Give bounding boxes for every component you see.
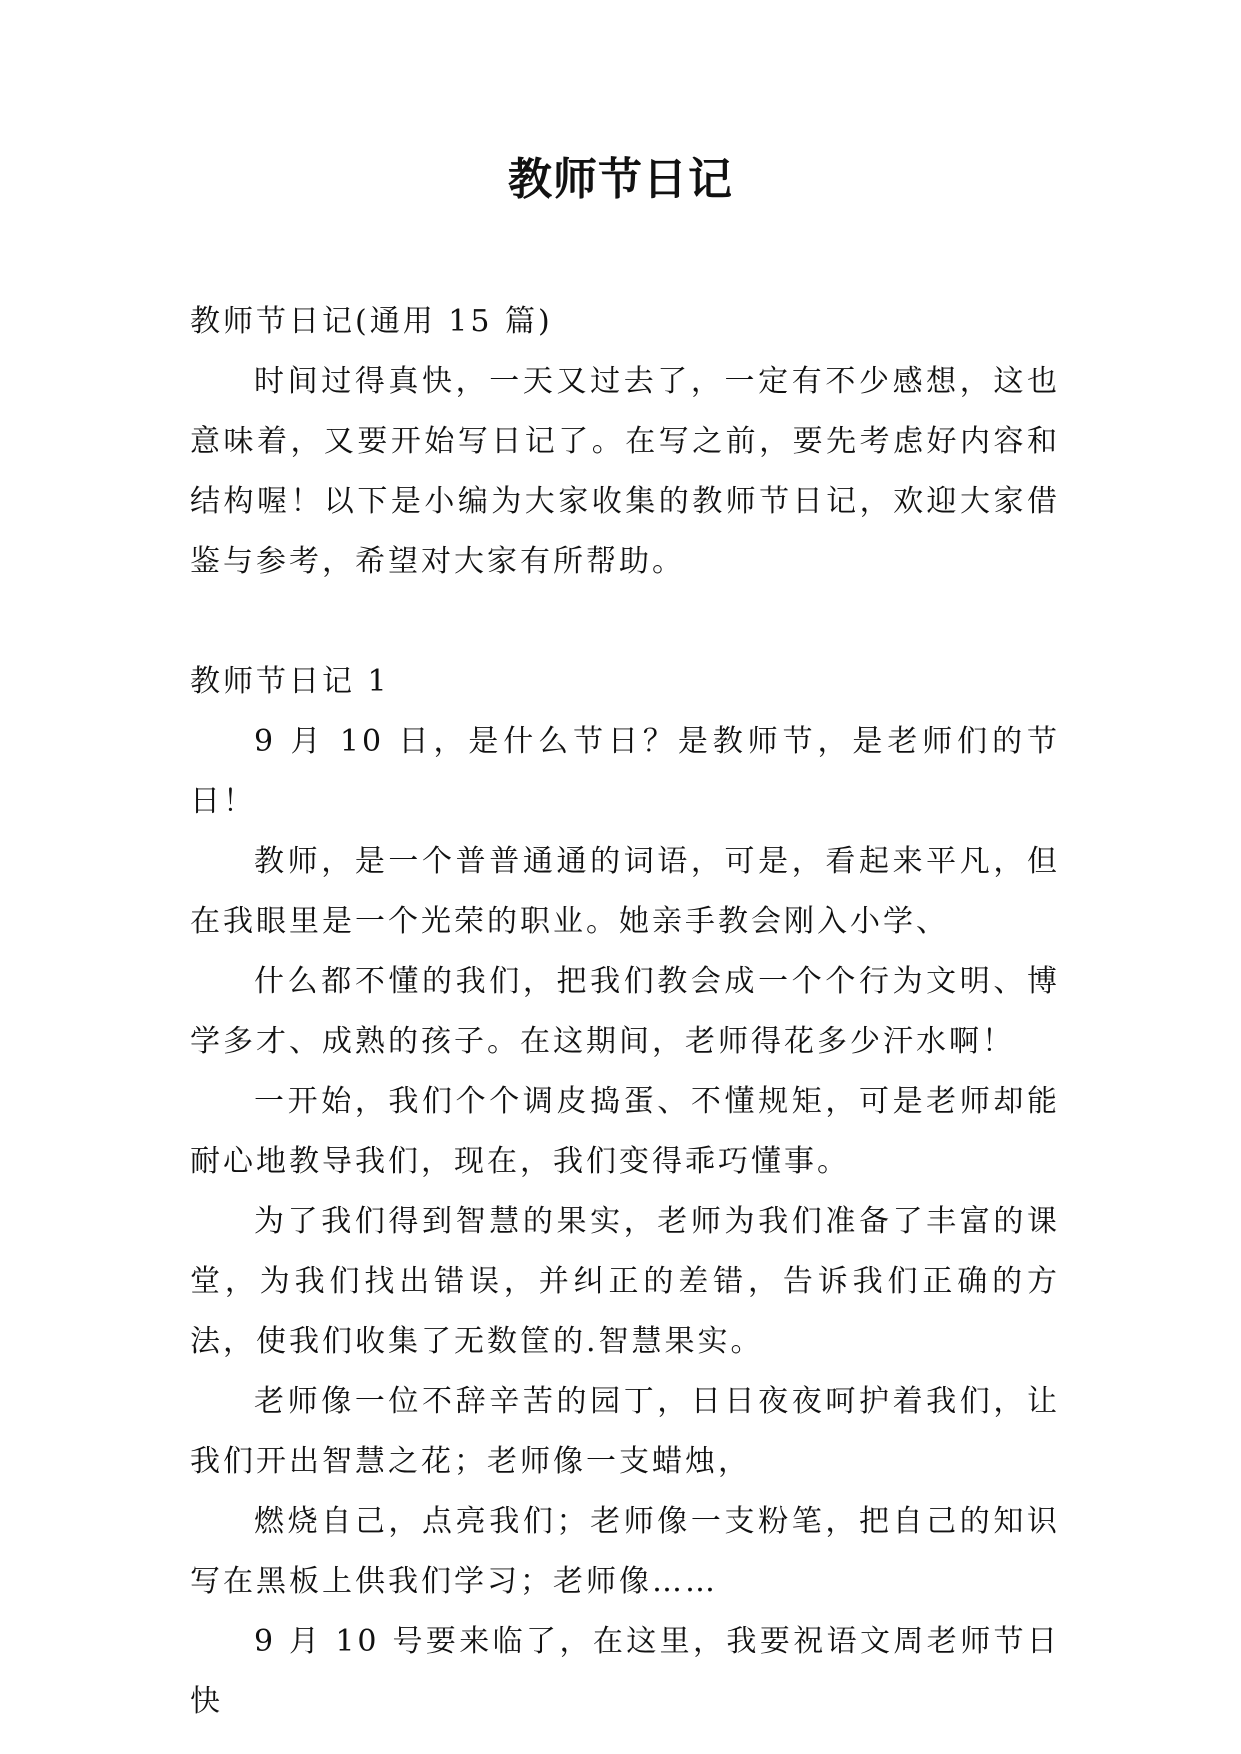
body-paragraph: 一开始，我们个个调皮捣蛋、不懂规矩，可是老师却能耐心地教导我们，现在，我们变得乖巧懂事。 [190, 1084, 1060, 1179]
body-paragraph: 老师像一位不辞辛苦的园丁，日日夜夜呵护着我们，让我们开出智慧之花；老师像一支蜡烛， [190, 1384, 1060, 1479]
document-title: 教师节日记 [508, 154, 733, 205]
body-paragraph: 9 月 10 号要来临了，在这里，我要祝语文周老师节日快 [190, 1624, 1060, 1719]
section-heading: 教师节日记 1 [190, 664, 390, 699]
body-paragraph: 教师，是一个普普通通的词语，可是，看起来平凡，但在我眼里是一个光荣的职业。她亲手教会刚入小学、 [190, 844, 1060, 939]
document-subtitle: 教师节日记(通用 15 篇) [190, 304, 553, 339]
section-spacer [190, 592, 1060, 652]
body-paragraph: 什么都不懂的我们，把我们教会成一个个行为文明、博学多才、成熟的孩子。在这期间，老师得花多少汗水啊！ [190, 964, 1060, 1059]
document-body [190, 292, 1060, 1732]
body-paragraph: 为了我们得到智慧的果实，老师为我们准备了丰富的课堂，为我们找出错误，并纠正的差错，告诉我们正确的方法，使我们收集了无数筐的.智慧果实。 [190, 1204, 1060, 1359]
intro-paragraph: 时间过得真快，一天又过去了，一定有不少感想，这也意味着，又要开始写日记了。在写之前，要先考虑好内容和结构喔！以下是小编为大家收集的教师节日记，欢迎大家借鉴与参考，希望对大家有所帮助。 [190, 364, 1060, 579]
body-paragraph: 燃烧自己，点亮我们；老师像一支粉笔，把自己的知识写在黑板上供我们学习；老师像…… [190, 1504, 1060, 1599]
body-paragraph: 9 月 10 日，是什么节日？是教师节，是老师们的节日！ [190, 724, 1060, 819]
